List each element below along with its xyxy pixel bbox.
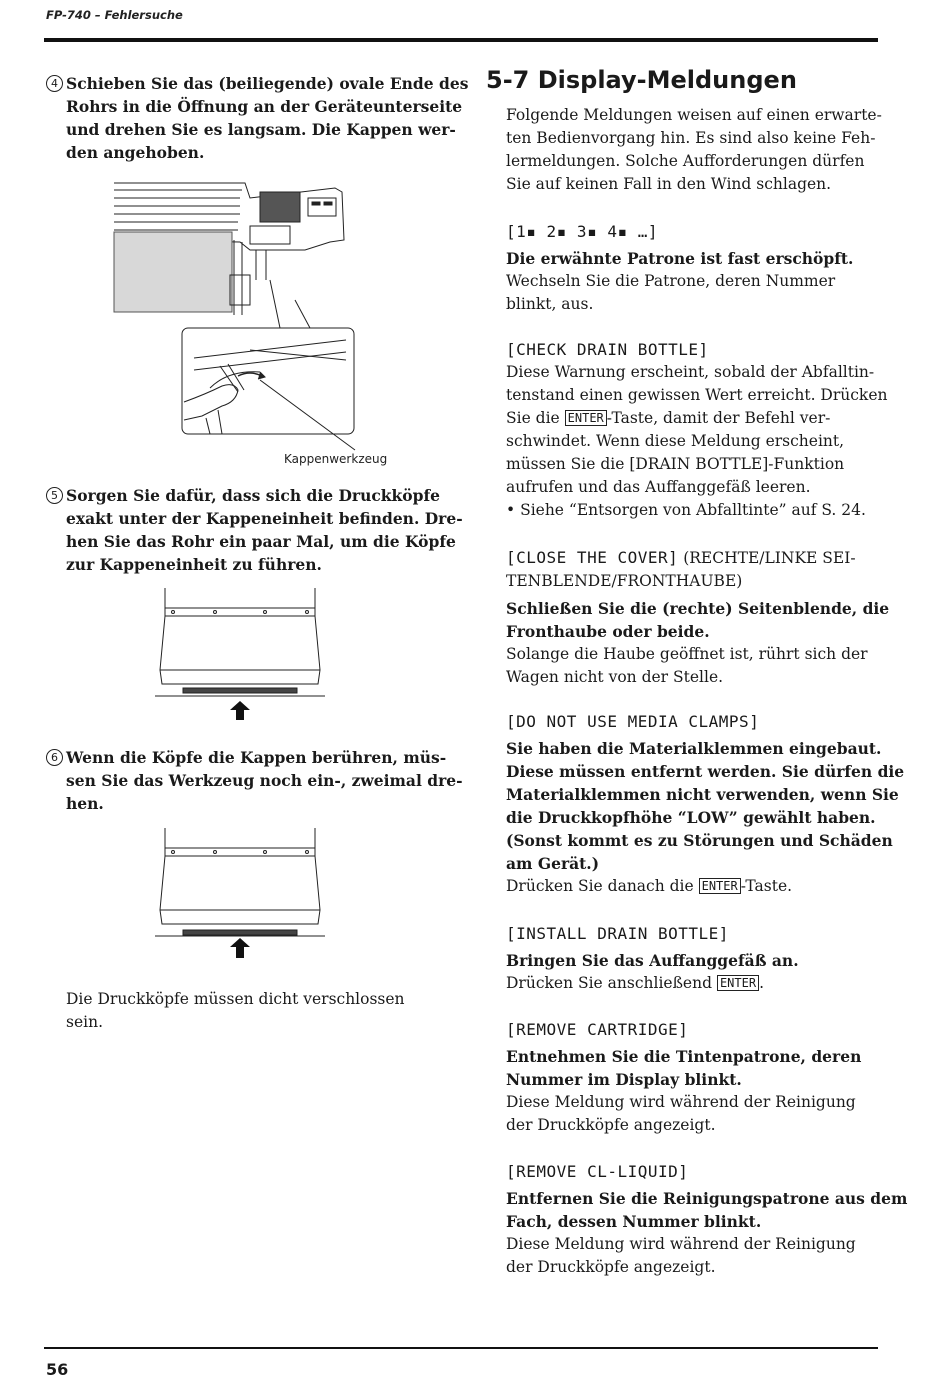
step-4: 4 Schieben Sie das (beiliegende) ovale Ende des Rohrs in die Öffnung an der Geräteunterseite und drehen Sie es langsam. Die Kappen wer- den angehoben. [46,72,456,164]
enter-key-label: ENTER [717,975,759,991]
message-cartridge-status: [1▪ 2▪ 3▪ 4▪ …] Die erwähnte Patrone ist fast erschöpft. Wechseln Sie die Patrone, deren Nummer blinkt, aus. [506,220,886,316]
lcd-message: [CHECK DRAIN BOTTLE] [506,340,709,359]
lcd-message: [REMOVE CL-LIQUID] [506,1162,689,1181]
lcd-message: [DO NOT USE MEDIA CLAMPS] [506,712,760,731]
reference-bullet: • Siehe “Entsorgen von Abfalltinte” auf S. 24. [506,501,866,519]
message-remove-cartridge: [REMOVE CARTRIDGE] Entnehmen Sie die Tintenpatrone, deren Nummer im Display blinkt. Diese Meldung wird während der Reinigung der Druckköpfe angezeigt. [506,1018,886,1137]
footer-rule [44,1347,878,1349]
printer-capping-illustration [110,180,370,455]
lcd-message: [INSTALL DRAIN BOTTLE] [506,924,729,943]
enter-key-label: ENTER [565,410,607,426]
step-number: 6 [46,749,63,766]
figure-caption: Kappenwerkzeug [284,452,388,466]
step-5: 5 Sorgen Sie dafür, dass sich die Druckköpfe exakt unter der Kappeneinheit befinden. Dre- hen Sie das Rohr ein paar Mal, um die Köpfe zur Kappeneinheit zu führen. [46,484,456,576]
lcd-message: [REMOVE CARTRIDGE] [506,1020,689,1039]
intro-paragraph: Folgende Meldungen weisen auf einen erwarte- ten Bedienvorgang hin. Es sind also keine Feh- lermeldungen. Solche Aufforderungen dürfen Sie auf keinen Fall in den Wind schlagen. [506,106,882,193]
step-number: 5 [46,487,63,504]
lcd-message: [CLOSE THE COVER] [506,548,679,567]
running-header: FP-740 – Fehlersuche [46,8,183,22]
capping-note: Die Druckköpfe müssen dicht verschlossen sein. [66,990,405,1031]
head-positioning-diagram [155,588,325,724]
message-media-clamps: [DO NOT USE MEDIA CLAMPS] Sie haben die Materialklemmen eingebaut. Diese müssen entfernt werden. Sie dürfen die Materialklemmen nicht verwenden, wenn Sie die Druckkopfhöhe “LOW” gewählt haben. (Sonst kommt es zu Störungen und Schäden am Gerät.) Drücken Sie danach die ENTER -Taste. [506,712,905,895]
lcd-message: [1▪ 2▪ 3▪ 4▪ …] [506,222,658,241]
enter-key-label: ENTER [699,878,741,894]
message-install-drain-bottle: [INSTALL DRAIN BOTTLE] Bringen Sie das Auffanggefäß an. Drücken Sie anschließend ENTER . [506,922,886,995]
message-close-cover: [CLOSE THE COVER] (RECHTE/LINKE SEI- TENBLENDE/FRONTHAUBE) Schließen Sie die (rechte) Seitenblende, die Fronthaube oder beide. Solange die Haube geöffnet ist, rührt sich der Wagen nicht von der Stelle. [506,548,890,686]
message-check-drain-bottle: [CHECK DRAIN BOTTLE] Diese Warnung erscheint, sobald der Abfalltin- tenstand einen gewissen Wert erreicht. Drücken Sie die ENTER -Taste, damit der Befehl ver- schwindet. Wenn diese Meldung erscheint, müssen Sie die [DRAIN BOTTLE]-Funktion aufrufen und das Auffanggefäß leeren. • Siehe “Entsorgen von Abfalltinte” auf S. 24. [506,338,886,522]
head-capped-diagram [155,828,325,964]
message-remove-cl-liquid: [REMOVE CL-LIQUID] Entfernen Sie die Reinigungspatrone aus dem Fach, dessen Nummer blinkt. Diese Meldung wird während der Reinigung der Druckköpfe angezeigt. [506,1162,908,1276]
section-title: 5-7 Display-Meldungen [486,66,797,94]
step-number: 4 [46,75,63,92]
page-number: 56 [46,1360,69,1379]
step-6: 6 Wenn die Köpfe die Kappen berühren, müs- sen Sie das Werkzeug noch ein-, zweimal dre- hen. [46,746,456,815]
header-rule [44,38,878,42]
